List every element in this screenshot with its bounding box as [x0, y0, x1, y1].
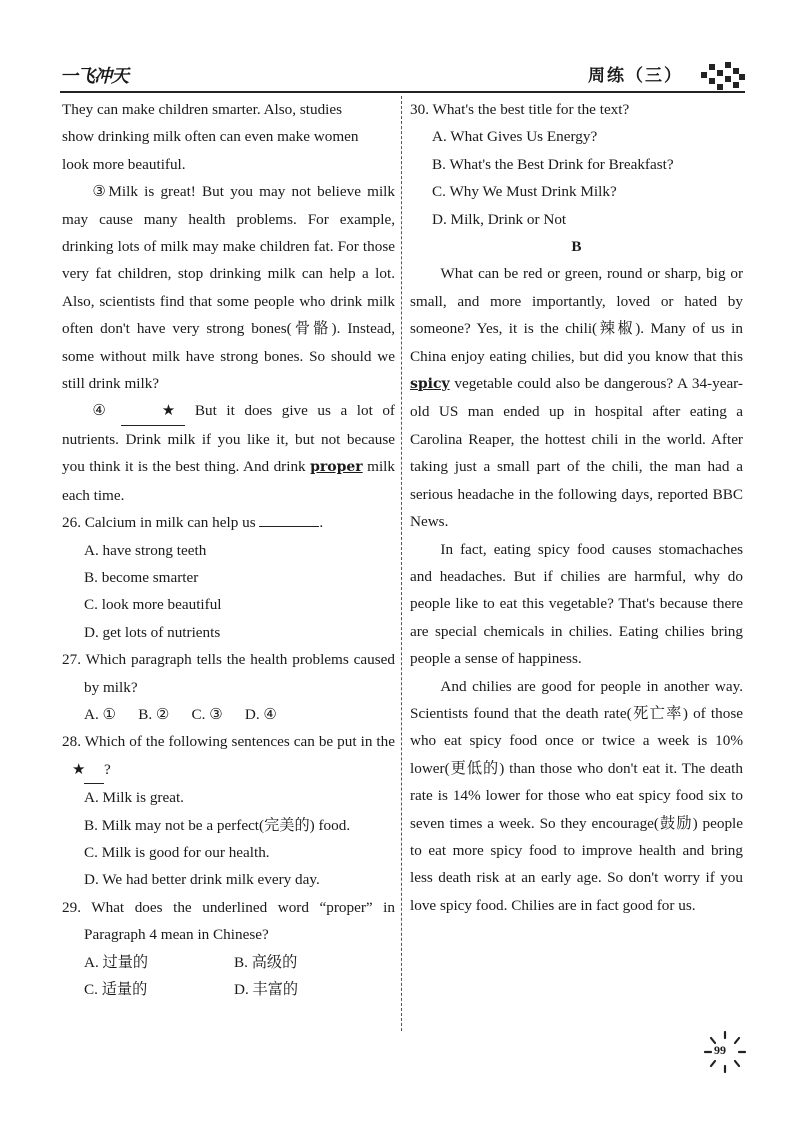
option-30-a: A. What Gives Us Energy? [432, 128, 598, 146]
option-28-b: B. Milk may not be a perfect(完美的) food. [84, 816, 351, 834]
column-divider [401, 96, 402, 1031]
question-30: 30. What's the best title for the text? [410, 101, 630, 118]
paragraph-number: ④ [92, 402, 112, 420]
option-29-d: D. 丰富的 [234, 981, 299, 998]
page-number: 99 [714, 1043, 726, 1057]
left-column [62, 96, 395, 1003]
option-26-d: D. get lots of nutrients [84, 623, 221, 641]
question-27: 27. Which paragraph tells the health problems caused by milk? [62, 651, 395, 696]
question-29: 29. What does the underlined word “proper” in Paragraph 4 mean in Chinese? [62, 898, 395, 944]
star-blank [121, 397, 185, 425]
question-stem: 28. Which of the following sentences can be put in the [62, 733, 395, 751]
page-header [60, 58, 745, 94]
option-29-b: B. 高级的 [234, 953, 298, 971]
question-28 [62, 728, 395, 784]
options-29-row1 [62, 949, 395, 976]
right-column [410, 96, 743, 919]
page-number-badge [703, 1030, 747, 1074]
answer-blank [259, 510, 319, 527]
passage-b-paragraph-2: In fact, eating spicy food causes stomachaches and headaches. But if chilies are harmful, why do people like to eat this vegetable? That's because there are special chemicals in chilies. Eating chilies bring people a sense of happiness. [410, 540, 743, 668]
paragraph-text: milk each time. [62, 458, 395, 504]
section-b-heading: B [571, 238, 582, 256]
paragraph-text: vegetable could also be dangerous? A 34-year-old US man ended up in hospital after eating a Carolina Reaper, the hottest chili in the world. After taking just a small part of the chili, the man had a serious headache in the following days, reported BBC News. [410, 375, 743, 531]
passage-a-line: They can make children smarter. Also, studies [62, 101, 343, 118]
passage-b-paragraph-1 [410, 260, 743, 535]
passage-a-paragraph-4 [62, 397, 395, 509]
option-29-c: C. 适量的 [84, 981, 148, 998]
option-28-d: D. We had better drink milk every day. [84, 871, 320, 889]
header-rule [60, 91, 745, 93]
passage-b-paragraph-3: And chilies are good for people in another way. Scientists found that the death rate(死亡率) of those who eat spicy food once or twice a week is 10% lower(更低的) than those who don't eat it. The death rate is 14% lower for those who eat spicy food six to seven times a week. So they encourage(鼓励) people to eat more spicy food to improve health and bring less death risk at an early age. So don't worry if you love spicy food. Chilies are in fact good for us. [410, 677, 743, 914]
paragraph-text: But it does give us a lot of nutrients. Drink milk if you like it, but not because you think it is the best thing. And drink [62, 402, 395, 476]
paragraph-text: What can be red or green, round or sharp, big or small, and more importantly, loved or hated by someone? Yes, it is the chili(辣椒). Many of us in China enjoy eating chilies, but did you know that this [410, 265, 743, 365]
question-stem-end: ? [104, 760, 111, 778]
option-30-b: B. What's the Best Drink for Breakfast? [432, 155, 674, 173]
question-26 [62, 509, 395, 536]
option-27-a: A. ① [84, 705, 117, 723]
checker-decoration-icon [701, 58, 745, 90]
passage-a-paragraph-3: ③Milk is great! But you may not believe milk may cause many health problems. For example, drinking lots of milk may make children fat. For those very fat children, stop drinking milk can help a lot. Also, scientists find that some people who drink milk often don't have very strong bones(骨骼). Instead, some without milk have strong bones. So should we still drink milk? [62, 183, 395, 393]
passage-a-line: show drinking milk often can even make women [62, 128, 359, 146]
options-27 [62, 701, 395, 728]
option-28-a: A. Milk is great. [84, 789, 184, 807]
question-stem: 26. Calcium in milk can help us [62, 514, 256, 532]
underlined-word-proper: proper [310, 459, 363, 476]
option-27-c: C. ③ [191, 705, 223, 723]
option-26-a: A. have strong teeth [84, 541, 207, 559]
star-icon: ★ [72, 760, 86, 778]
option-29-a: A. 过量的 [84, 953, 149, 971]
section-title: 周练（三） [588, 66, 683, 86]
star-icon: ★ [161, 402, 176, 420]
option-30-d: D. Milk, Drink or Not [432, 210, 567, 228]
star-blank [72, 756, 104, 784]
option-27-d: D. ④ [244, 705, 278, 723]
option-28-c: C. Milk is good for our health. [84, 843, 270, 861]
option-27-b: B. ② [138, 705, 170, 723]
option-30-c: C. Why We Must Drink Milk? [432, 183, 617, 201]
underlined-word-spicy: spicy [410, 376, 450, 393]
brand-logo: 一飞冲天 [60, 66, 128, 87]
option-26-c: C. look more beautiful [84, 596, 222, 614]
passage-a-line: look more beautiful. [62, 155, 186, 173]
options-29-row2 [62, 976, 395, 1003]
question-stem-end: . [319, 514, 324, 532]
option-26-b: B. become smarter [84, 568, 199, 586]
